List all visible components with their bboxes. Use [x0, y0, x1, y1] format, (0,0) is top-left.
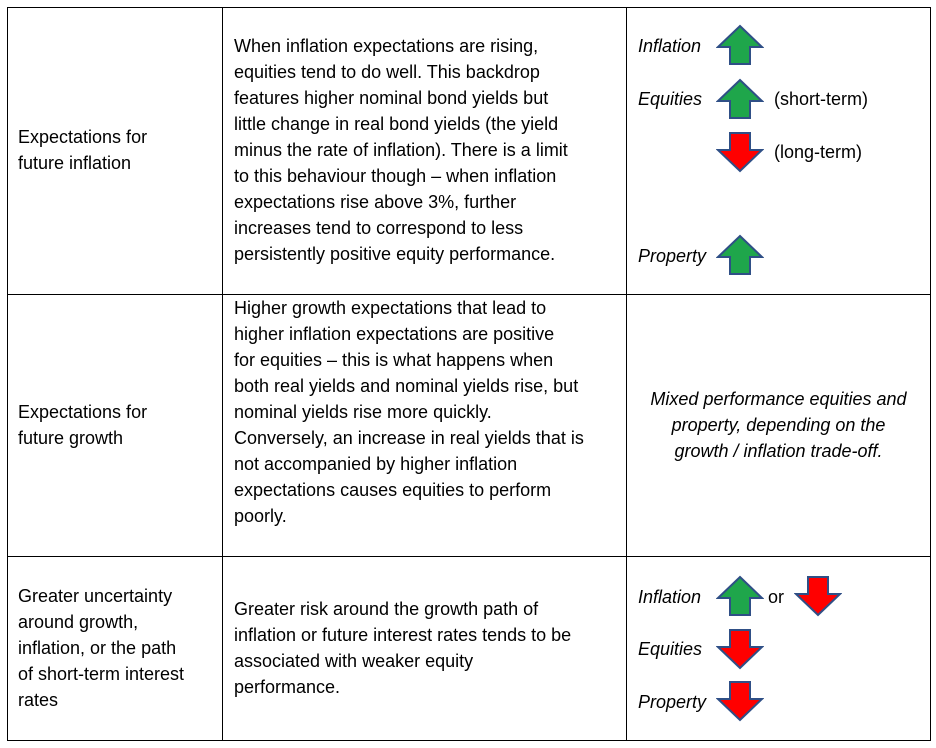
description-line: equities tend to do well. This backdrop: [234, 62, 540, 82]
description-line: performance.: [234, 677, 341, 697]
description-line: nominal yields rise more quickly.: [234, 402, 492, 422]
factor-line: rates: [18, 690, 59, 710]
table-col-divider-1: [222, 7, 223, 741]
arrow-up-icon: [716, 234, 764, 276]
description-cell: [234, 33, 624, 267]
description-line: features higher nominal bond yields but: [234, 88, 549, 108]
factor-cell: [18, 124, 218, 176]
impact-label-equities: Equities: [638, 639, 703, 659]
description-line: not accompanied by higher inflation: [234, 454, 518, 474]
description-line: associated with weaker equity: [234, 651, 474, 671]
description-line: both real yields and nominal yields rise, but: [234, 376, 579, 396]
impact-label-property: Property: [638, 692, 707, 712]
factor-line: future inflation: [18, 153, 132, 173]
impact-cell-mixed: [627, 386, 930, 464]
table-border-top: [7, 7, 931, 8]
description-line: expectations rise above 3%, further: [234, 192, 517, 212]
arrow-down-icon: [716, 680, 764, 722]
arrow-up-icon: [716, 78, 764, 120]
factor-line: Expectations for: [18, 127, 148, 147]
description-line: When inflation expectations are rising,: [234, 36, 539, 56]
factor-line: around growth,: [18, 612, 139, 632]
description-line: for equities – this is what happens when: [234, 350, 554, 370]
arrow-down-icon: [794, 575, 842, 617]
impact-line: Mixed performance equities and: [650, 389, 907, 409]
factor-cell: [18, 399, 218, 451]
factor-line: inflation, or the path: [18, 638, 177, 658]
description-line: Greater risk around the growth path of: [234, 599, 539, 619]
description-line: expectations causes equities to perform: [234, 480, 552, 500]
factor-cell: [18, 583, 218, 713]
description-line: increases tend to correspond to less: [234, 218, 524, 238]
description-cell: [234, 596, 624, 700]
description-line: Higher growth expectations that lead to: [234, 298, 547, 318]
factor-line: Greater uncertainty: [18, 586, 173, 606]
impact-line: growth / inflation trade-off.: [674, 441, 883, 461]
description-line: inflation or future interest rates tends to be: [234, 625, 572, 645]
factor-line: future growth: [18, 428, 124, 448]
impact-label-equities: Equities: [638, 89, 703, 109]
impact-note-short-term: (short-term): [774, 89, 868, 109]
impact-label-inflation: Inflation: [638, 587, 702, 607]
description-line: minus the rate of inflation). There is a limit: [234, 140, 568, 160]
factor-line: of short-term interest: [18, 664, 185, 684]
factor-line: Expectations for: [18, 402, 148, 422]
description-line: poorly.: [234, 506, 287, 526]
arrow-up-icon: [716, 24, 764, 66]
arrow-down-icon: [716, 131, 764, 173]
description-line: little change in real bond yields (the yield: [234, 114, 559, 134]
impact-or-text: or: [768, 587, 785, 607]
impact-label-inflation: Inflation: [638, 36, 702, 56]
arrow-up-icon: [716, 575, 764, 617]
description-cell: [234, 295, 624, 529]
table-border-left: [7, 7, 8, 741]
impact-label-property: Property: [638, 246, 707, 266]
table-border-bottom: [7, 740, 931, 741]
description-line: higher inflation expectations are positive: [234, 324, 555, 344]
arrow-down-icon: [716, 628, 764, 670]
table-col-divider-2: [626, 7, 627, 741]
table-row-divider-2: [7, 556, 931, 557]
description-line: persistently positive equity performance.: [234, 244, 556, 264]
impact-note-long-term: (long-term): [774, 142, 863, 162]
impact-line: property, depending on the: [671, 415, 886, 435]
description-line: to this behaviour though – when inflation: [234, 166, 557, 186]
table-border-right: [930, 7, 931, 741]
description-line: Conversely, an increase in real yields that is: [234, 428, 584, 448]
